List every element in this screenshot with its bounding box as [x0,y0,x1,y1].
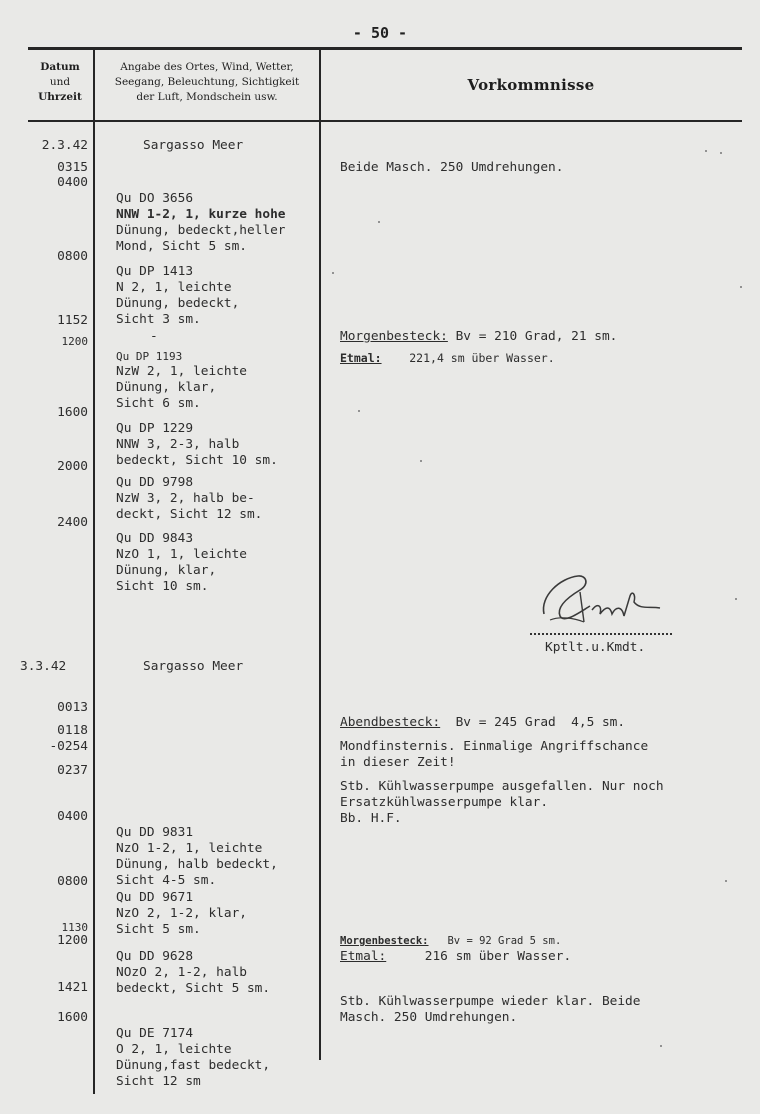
header-vorkommnisse: Vorkommnisse [467,76,595,94]
location-label: Sargasso Meer [143,138,244,153]
place-line: Sicht 5 sm. [116,922,201,937]
place-line: O 2, 1, leichte [116,1042,232,1057]
place-line: deckt, Sicht 12 sm. [116,507,263,522]
header-angabe-line: Seegang, Beleuchtung, Sichtigkeit [114,76,300,88]
time-label: 0400 [57,809,88,824]
time-label: 0800 [57,874,88,889]
place-line: - [150,329,158,344]
event-label: Abendbesteck: [340,715,441,730]
time-label: -0254 [49,739,88,754]
date-label: 2.3.42 [41,138,88,153]
paper-speck [740,286,742,288]
time-label: 0800 [57,249,88,264]
place-entry [116,933,270,1013]
place-line: Dünung, halb bedeckt, [116,857,278,872]
event-label: Etmal: [340,351,382,365]
event-line: Ersatzkühlwasserpumpe klar. [340,795,549,810]
paper-speck [735,598,737,600]
paper-speck [660,1045,662,1047]
event-line: Masch. 250 Umdrehungen. [340,1010,518,1025]
place-line: Qu DD 9843 [116,531,194,546]
place-line: Dünung, klar, [116,380,217,395]
time-label: 1152 [57,313,88,328]
paper-speck [332,272,334,274]
time-label: 1421 [57,980,88,995]
place-line: NzW 2, 1, leichte [116,364,247,379]
time-label: 1600 [57,405,88,420]
event-value: Bv = 245 Grad 4,5 sm. [455,715,626,730]
paper-speck [725,880,727,882]
place-line: Sicht 6 sm. [116,396,201,411]
place-line: NzW 3, 2, halb be- [116,491,255,506]
time-label: 1600 [57,1010,88,1025]
place-line: Qu DD 9831 [116,825,194,840]
time-label: 0118 [57,723,88,738]
event-entry [340,763,664,843]
place-line: NzO 1, 1, leichte [116,547,247,562]
time-label: 1200 [57,933,88,948]
location-label: Sargasso Meer [143,659,244,674]
date-label: 3.3.42 [20,659,67,674]
header-datum-line: Datum [40,61,80,73]
place-line: NNW 3, 2-3, halb [116,437,240,452]
place-line: N 2, 1, leichte [116,280,232,295]
place-line: Dünung, bedeckt,heller [116,223,286,238]
signature-line [530,633,672,635]
header-angabe-line: der Luft, Mondschein usw. [136,91,278,103]
event-line: in dieser Zeit! [340,755,456,770]
event-entry [340,978,640,1042]
header-bottom-rule [28,120,742,122]
place-line: Mond, Sicht 5 sm. [116,239,247,254]
place-line: Qu DD 9798 [116,475,194,490]
event-value: 216 sm über Wasser. [424,949,572,964]
event-text: Beide Masch. 250 Umdrehungen. [340,160,564,175]
place-line: Dünung,fast bedeckt, [116,1058,271,1073]
place-line: Sicht 3 sm. [116,312,201,327]
place-line: Qu DE 7174 [116,1026,194,1041]
event-line: Stb. Kühlwasserpumpe wieder klar. Beide [340,994,641,1009]
event-label: Etmal: [340,949,387,964]
paper-speck [358,410,360,412]
paper-speck [705,150,707,152]
time-label: 0013 [57,700,88,715]
time-label: 0237 [57,763,88,778]
place-line: NOzO 2, 1-2, halb [116,965,247,980]
event-value: 221,4 sm über Wasser. [409,351,555,365]
event-entry [340,933,571,965]
place-line: Qu DD 9628 [116,949,194,964]
event-label: Morgenbesteck: [340,935,429,947]
time-label: 2000 [57,459,88,474]
signature-image [520,566,690,636]
time-label: 1130 [61,921,88,934]
event-label: Morgenbesteck: [340,329,448,344]
time-label: 2400 [57,515,88,530]
time-label: 1200 [61,335,88,348]
event-value: Bv = 92 Grad 5 sm. [447,935,562,947]
event-line: Mondfinsternis. Einmalige Angriffschance [340,739,649,754]
time-label: 0400 [57,175,88,190]
header-angabe-line: Angabe des Ortes, Wind, Wetter, [120,61,294,73]
place-entry [116,248,239,344]
paper-speck [378,221,380,223]
place-line: Dünung, klar, [116,563,217,578]
header-datum-line: und [49,76,71,88]
place-line: Qu DP 1413 [116,264,194,279]
table-top-rule [28,47,742,50]
place-line: Qu DD 9671 [116,890,194,905]
time-label: 0315 [57,160,88,175]
place-line: Dünung, bedeckt, [116,296,240,311]
place-line: NzO 2, 1-2, klar, [116,906,247,921]
column-divider-2 [319,50,321,1060]
event-line: Bb. H.F. [340,811,402,826]
header-angabe [95,60,319,105]
place-line: bedeckt, Sicht 10 sm. [116,453,278,468]
place-line: Qu DP 1193 [116,350,183,363]
place-line: NzO 1-2, 1, leichte [116,841,263,856]
place-entry [116,515,247,611]
header-datum-line: Uhrzeit [38,91,82,103]
event-entry [340,334,555,366]
place-line: NNW 1-2, 1, kurze hohe [116,207,286,222]
page-number: - 50 - [352,24,408,42]
place-line: Sicht 4-5 sm. [116,873,217,888]
place-line: bedeckt, Sicht 5 sm. [116,981,271,996]
place-line: Sicht 12 sm [116,1074,201,1089]
event-line: Stb. Kühlwasserpumpe ausgefallen. Nur noch [340,779,664,794]
signature-caption: Kptlt.u.Kmdt. [545,640,646,655]
place-line: Qu DP 1229 [116,421,194,436]
column-divider-1 [93,50,95,1094]
place-line: Qu DO 3656 [116,191,194,206]
place-entry [116,1010,270,1106]
event-value: Bv = 210 Grad, 21 sm. [455,329,618,344]
place-line: Sicht 10 sm. [116,579,209,594]
paper-speck [420,460,422,462]
header-datum [28,60,92,105]
paper-speck [720,152,722,154]
